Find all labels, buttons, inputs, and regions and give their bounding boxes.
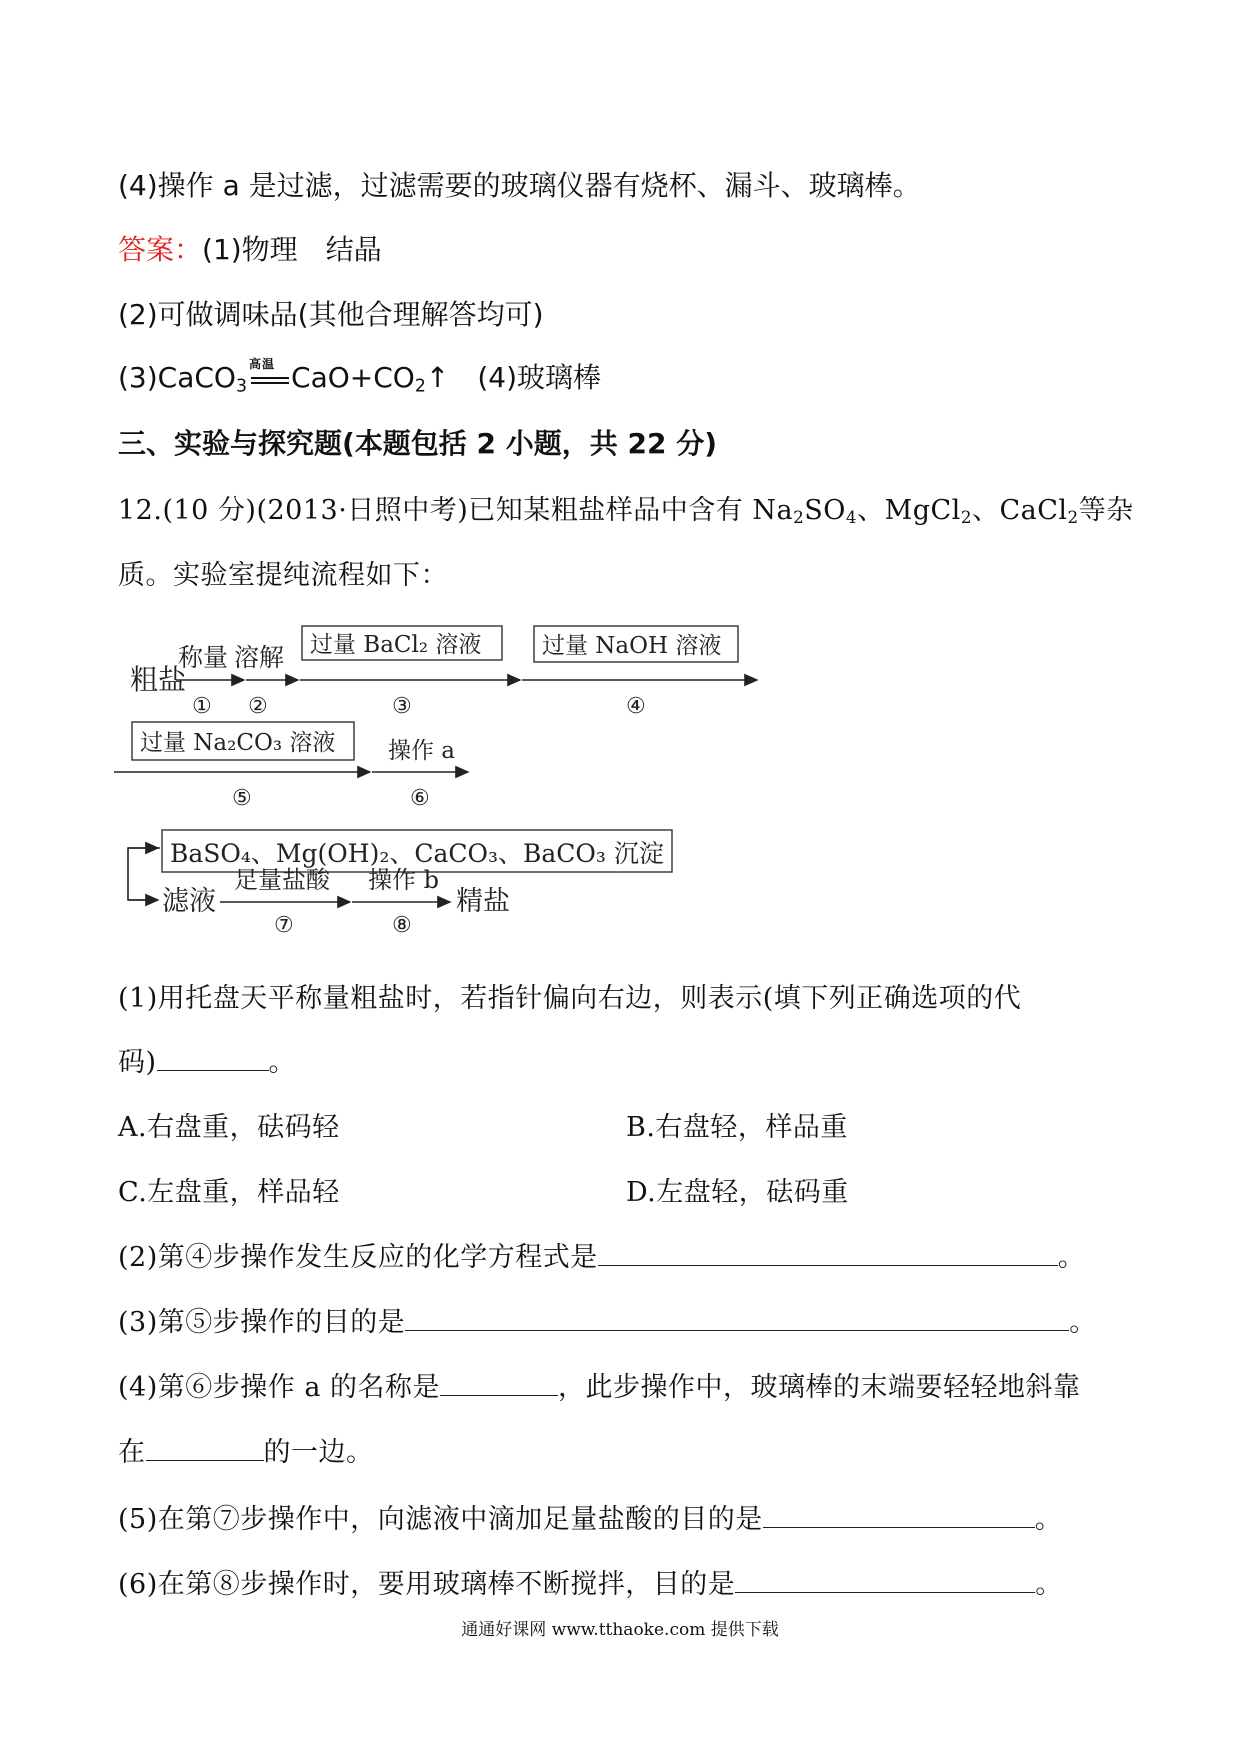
step-2-number: ② — [248, 694, 268, 719]
q4-position-blank[interactable] — [146, 1440, 264, 1461]
answer-label: 答案： — [118, 233, 203, 266]
reaction-condition: 高温 — [247, 359, 291, 389]
q4-name-blank[interactable] — [440, 1375, 558, 1396]
answer-3-formula: (3)CaCO$_3$ 高温 $CaO+CO_2↑$ — [118, 357, 450, 397]
option-b: B.右盘轻，样品重 — [626, 1112, 848, 1143]
answer-2-text: (2)可做调味品(其他合理解答均可) — [118, 298, 544, 331]
q2-line: (2)第④步操作发生反应的化学方程式是 。 — [118, 1242, 1086, 1273]
option-d: D.左盘轻，砝码重 — [626, 1177, 849, 1208]
crude-salt-label: 粗盐 — [130, 663, 187, 696]
explanation-text: (4)操作 a 是过滤，过滤需要的玻璃仪器有烧杯、漏斗、玻璃棒。 — [118, 169, 921, 202]
q1-line-1: (1)用托盘天平称量粗盐时，若指针偏向右边，则表示(填下列正确选项的代 — [118, 983, 1022, 1014]
step-3-number: ③ — [392, 694, 412, 719]
q3-answer-blank[interactable] — [405, 1310, 1069, 1331]
step-1-label: 称量 — [178, 643, 229, 672]
option-c: C.左盘重，样品轻 — [118, 1177, 340, 1208]
step-6-label: 操作 a — [388, 738, 456, 764]
answer-line-3 — [118, 356, 601, 396]
q2-answer-blank[interactable] — [598, 1245, 1058, 1266]
filtrate-label: 滤液 — [162, 886, 216, 917]
purification-flowchart — [112, 612, 852, 952]
step-4-number: ④ — [626, 694, 646, 719]
question-12-stem-line-1: 12.(10 分)(2013·日照中考)已知某粗盐样品中含有 $Na_2SO_4$、MgCl$_2$、CaCl$_2$等杂 — [118, 495, 1134, 528]
answer-1-text: (1)物理 — [202, 233, 298, 266]
q1-answer-blank[interactable] — [157, 1050, 269, 1071]
options-row-2 — [118, 1170, 1118, 1209]
step-8-label: 操作 b — [368, 866, 439, 894]
step-7-label: 足量盐酸 — [234, 866, 330, 894]
answer-line-2 — [118, 293, 544, 333]
step-4-reagent: 过量 NaOH 溶液 — [542, 633, 722, 659]
q6-answer-blank[interactable] — [735, 1572, 1035, 1593]
fine-salt-label: 精盐 — [456, 886, 510, 917]
answer-line-1 — [118, 228, 382, 268]
answer-4-text: (4)玻璃棒 — [477, 361, 602, 394]
q4-line-1: (4)第⑥步操作 a 的名称是 ，此步操作中，玻璃棒的末端要轻轻地斜靠 — [118, 1372, 1081, 1403]
q1-line-2: 码) 。 — [118, 1047, 297, 1078]
precipitate-label: BaSO₄、Mg(OH)₂、CaCO₃、BaCO₃ 沉淀 — [170, 839, 664, 868]
page-footer: 通通好课网 www.tthaoke.com 提供下载 — [461, 1620, 779, 1640]
q3-line: (3)第⑤步操作的目的是 。 — [118, 1307, 1097, 1338]
step-2-label: 溶解 — [234, 643, 285, 672]
step-3-reagent: 过量 BaCl₂ 溶液 — [310, 632, 482, 658]
options-row-1 — [118, 1105, 1118, 1144]
option-a: A.右盘重，砝码轻 — [118, 1112, 340, 1143]
section-title: 三、实验与探究题(本题包括 2 小题，共 22 分) — [118, 427, 718, 460]
q6-line: (6)在第⑧步操作时，要用玻璃棒不断搅拌，目的是 。 — [118, 1569, 1063, 1600]
step-5-number: ⑤ — [232, 786, 252, 811]
bracket-split-line — [128, 848, 160, 900]
q4-line-2: 在 的一边。 — [118, 1437, 374, 1468]
step-8-number: ⑧ — [392, 913, 412, 938]
explanation-line-4 — [118, 164, 921, 204]
step-1-number: ① — [192, 694, 212, 719]
q5-answer-blank[interactable] — [763, 1507, 1035, 1528]
answer-1b-text: 结晶 — [325, 233, 382, 266]
question-12-stem-line-2: 质。实验室提纯流程如下： — [118, 560, 448, 591]
step-6-number: ⑥ — [410, 786, 430, 811]
step-5-reagent: 过量 Na₂CO₃ 溶液 — [140, 730, 336, 756]
step-7-number: ⑦ — [274, 913, 294, 938]
q5-line: (5)在第⑦步操作中，向滤液中滴加足量盐酸的目的是 。 — [118, 1504, 1063, 1535]
